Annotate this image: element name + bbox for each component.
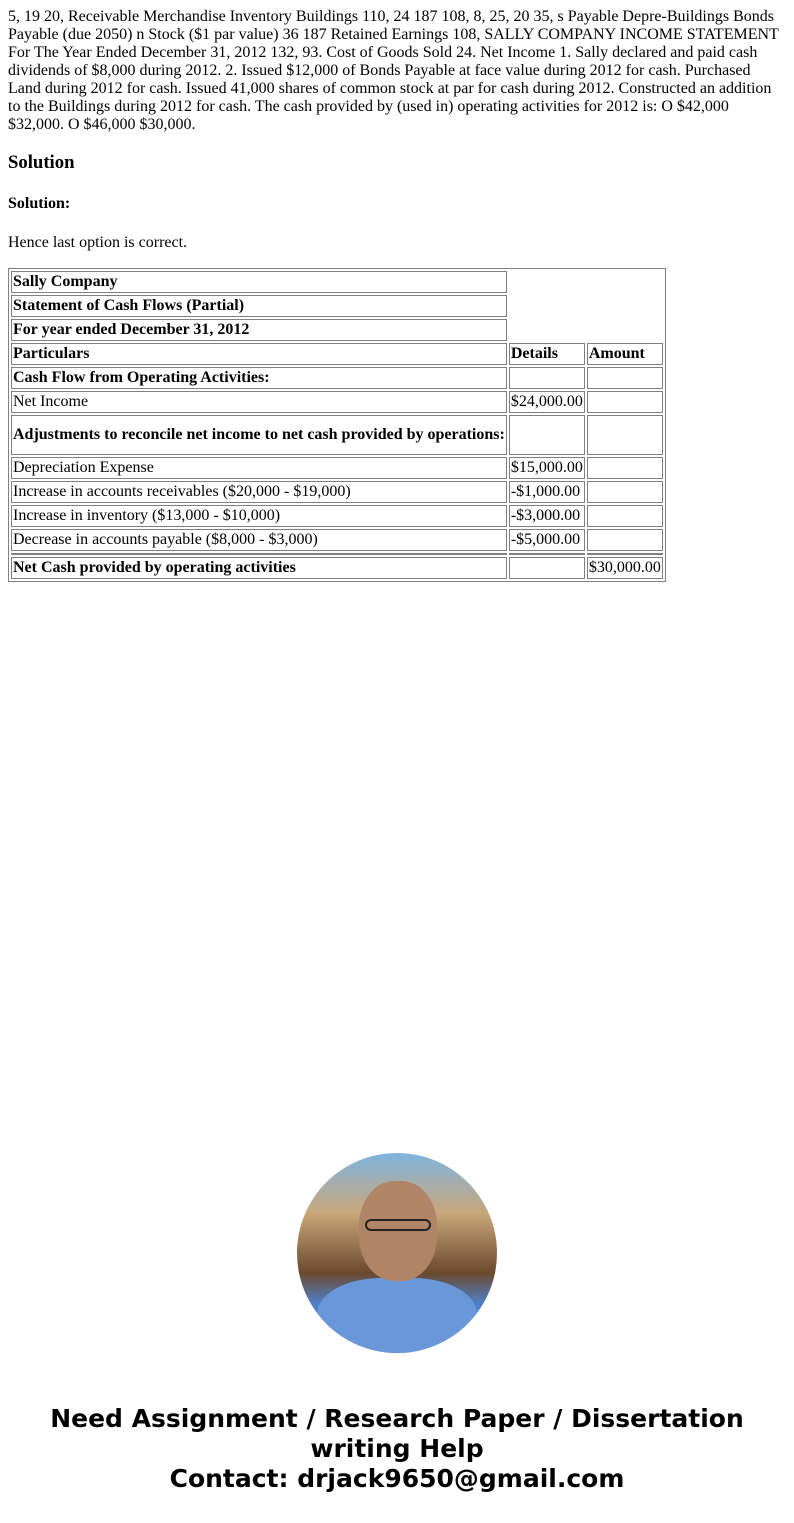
- row-amount: [587, 529, 663, 551]
- row-amount: [587, 457, 663, 479]
- row-label: Net Income: [11, 391, 507, 413]
- row-details: -$3,000.00: [509, 505, 585, 527]
- banner-line-2: writing Help: [310, 1434, 484, 1463]
- header-details: Details: [509, 343, 585, 365]
- table-title-period: For year ended December 31, 2012: [11, 319, 507, 341]
- solution-label: Solution:: [8, 195, 71, 212]
- total-amount: $30,000.00: [587, 557, 663, 579]
- row-label: Increase in accounts receivables ($20,000 - $19,000): [11, 481, 507, 503]
- row-amount: [587, 367, 663, 389]
- row-details: $15,000.00: [509, 457, 585, 479]
- table-row: [11, 367, 663, 389]
- table-row: [11, 505, 663, 527]
- table-header-row: [11, 343, 663, 365]
- solution-heading: Solution: [8, 152, 75, 173]
- banner-contact: Contact: drjack9650@gmail.com: [169, 1464, 625, 1493]
- row-label: Increase in inventory ($13,000 - $10,000): [11, 505, 507, 527]
- question-text: 5, 19 20, Receivable Merchandise Inventory Buildings 110, 24 187 108, 8, 25, 20 35, s Payable Depre-Buildings Bonds Payable (due 2050) n Stock ($1 par value) 36 187 Retained Earnings 108, SALLY COMPANY INCOME STATEMENT For The Year Ended December 31, 2012 132, 93. Cost of Goods Sold 24. Net Income 1. Sally declared and paid cash dividends of $8,000 during 2012. 2. Issued $12,000 of Bonds Payable at face value during 2012 for cash. Purchased Land during 2012 for cash. Issued 41,000 shares of common stock at par for cash during 2012. Constructed an addition to the Buildings during 2012 for cash. The cash provided by (used in) operating activities for 2012 is: O $42,000 $32,000. O $46,000 $30,000.: [8, 8, 779, 133]
- table-row: [11, 481, 663, 503]
- banner-line-1: Need Assignment / Research Paper / Dissertation: [50, 1404, 744, 1433]
- total-details: [509, 557, 585, 579]
- table-row: [11, 457, 663, 479]
- row-amount: [587, 505, 663, 527]
- row-label: Depreciation Expense: [11, 457, 507, 479]
- row-label: Decrease in accounts payable ($8,000 - $3,000): [11, 529, 507, 551]
- row-details: [509, 415, 585, 455]
- avatar-face: [359, 1181, 437, 1281]
- separator-row: [11, 553, 663, 555]
- glasses-icon: [365, 1219, 431, 1231]
- total-row: [11, 557, 663, 579]
- separator-cell: [587, 553, 663, 555]
- row-amount: [587, 481, 663, 503]
- table-row: [11, 415, 663, 455]
- row-label: Cash Flow from Operating Activities:: [11, 367, 507, 389]
- author-avatar: [297, 1153, 497, 1353]
- separator-cell: [11, 553, 507, 555]
- separator-cell: [509, 553, 585, 555]
- row-details: -$5,000.00: [509, 529, 585, 551]
- table-row: [11, 391, 663, 413]
- header-particulars: Particulars: [11, 343, 507, 365]
- total-label: Net Cash provided by operating activities: [11, 557, 507, 579]
- row-label: Adjustments to reconcile net income to net cash provided by operations:: [11, 415, 507, 455]
- row-details: -$1,000.00: [509, 481, 585, 503]
- table-row: [11, 529, 663, 551]
- table-title-company: Sally Company: [11, 271, 507, 293]
- avatar-shirt: [317, 1278, 477, 1353]
- table-title-statement: Statement of Cash Flows (Partial): [11, 295, 507, 317]
- row-details: $24,000.00: [509, 391, 585, 413]
- contact-banner: [0, 1404, 794, 1494]
- row-amount: [587, 391, 663, 413]
- cash-flow-table: [8, 268, 666, 582]
- row-details: [509, 367, 585, 389]
- header-amount: Amount: [587, 343, 663, 365]
- conclusion-text: Hence last option is correct.: [8, 234, 188, 251]
- row-amount: [587, 415, 663, 455]
